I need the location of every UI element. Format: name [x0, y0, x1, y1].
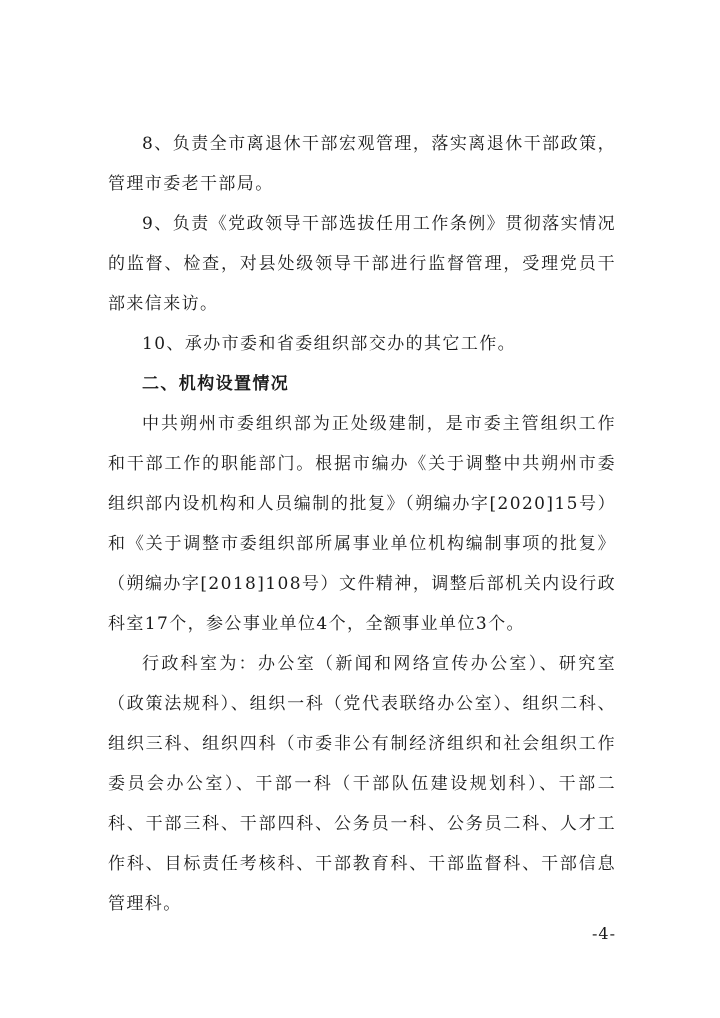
page-number: -4- — [592, 924, 616, 943]
document-body — [108, 124, 616, 924]
paragraph-administrative-departments: 行政科室为：办公室（新闻和网络宣传办公室）、研究室（政策法规科）、组织一科（党代表联络办公室）、组织二科、组织三科、组织四科（市委非公有制经济组织和社会组织工作委员会办公室）、干部一科（干部队伍建设规划科）、干部二科、干部三科、干部四科、公务员一科、公务员二科、人才工作科、目标责任考核科、干部教育科、干部监督科、干部信息管理科。 — [108, 654, 616, 914]
paragraph-item-9: 9、负责《党政领导干部选拔任用工作条例》贯彻落实情况的监督、检查，对县处级领导干部进行监督管理，受理党员干部来信来访。 — [108, 214, 616, 314]
section-heading: 二、机构设置情况 — [142, 374, 290, 394]
paragraph-item-10: 10、承办市委和省委组织部交办的其它工作。 — [142, 334, 517, 354]
paragraph-organization-overview: 中共朔州市委组织部为正处级建制，是市委主管组织工作和干部工作的职能部门。根据市编办《关于调整中共朔州市委组织部内设机构和人员编制的批复》（朔编办字[2020]15号）和《关于调整市委组织部所属事业单位机构编制事项的批复》（朔编办字[2018]108号）文件精神，调整后部机关内设行政科室17个，参公事业单位4个，全额事业单位3个。 — [108, 414, 616, 634]
paragraph-item-8: 8、负责全市离退休干部宏观管理，落实离退休干部政策，管理市委老干部局。 — [108, 134, 616, 194]
